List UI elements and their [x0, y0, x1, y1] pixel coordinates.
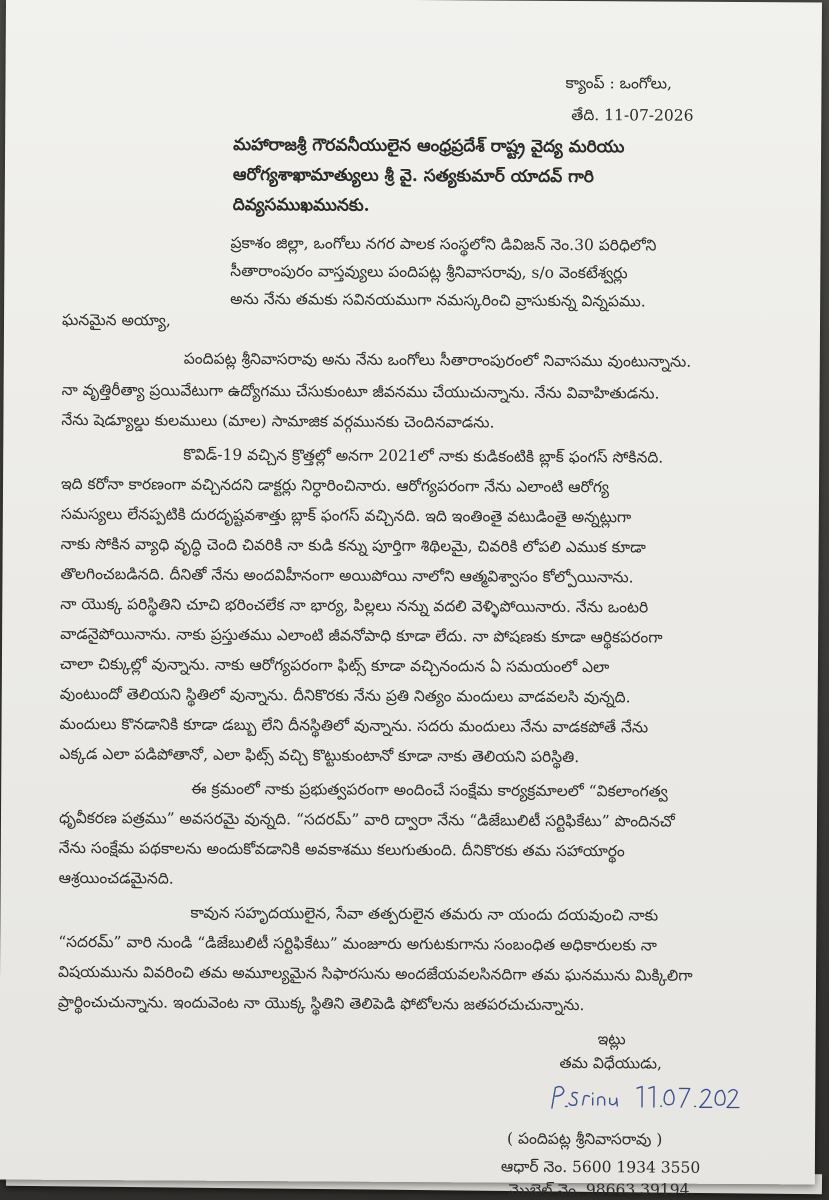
subject-line: అను నేను తమకు సవినయముగా నమస్కరించి వ్రాసుకున్న విన్నపము. — [230, 289, 646, 311]
paragraph-3-line: ధృవీకరణ పత్రము” అవసరమై వున్నది. “సదరమ్” వారి ద్వారా నేను “డిజేబులిటీ సర్టిఫికేటు” పొందినచో — [58, 808, 675, 831]
paragraph-2-line: నాకు సోకిన వ్యాధి వృద్ధి చెంది చివరికి నా కుడి కన్ను పూర్తిగా శిథిలమై, చివరికి లోపలి ఎముక కూడా — [60, 534, 646, 557]
paragraph-2-line: సమస్యలు లేనప్పటికి దురదృష్టవశాత్తు బ్లాక్ ఫంగస్ వచ్చినది. ఇది ఇంతింతై వటుడింతై అన్నట్లుగా — [60, 504, 632, 527]
paragraph-2-line: చాలా చిక్కుల్లో వున్నాను. నాకు ఆరోగ్యపరంగా ఫిట్స్ కూడా వచ్చినందున ఏ సమయంలో ఎలా — [59, 654, 610, 677]
subject-line: సీతారాంపురం వాస్తవ్యులు పందిపట్ల శ్రీనివాసరావు, s/o వెంకటేశ్వర్లు — [230, 261, 628, 283]
paragraph-2-line: వాడనైపోయినాను. నాకు ప్రస్తుతము ఎలాంటి జీవనోపాధి కూడా లేదు. నా పోషణకు కూడా ఆర్థికపరంగా — [60, 624, 663, 647]
paragraph-2-line: నా యొక్క పరిస్థితిని చూచి భరించలేక నా భార్య, పిల్లలు నన్ను వదలి వెళ్ళిపోయినారు. నేను ఒంటరి — [60, 594, 649, 617]
paragraph-2-line: ఎక్కడ ఎలా పడిపోతానో, ఎలా ఫిట్స్ వచ్చి కొట్టుకుంటానో కూడా నాకు తెలియని పరిస్థితి. — [59, 744, 580, 767]
paragraph-3-line: నేను సంక్షేమ పథకాలను అందుకోవడానికి అవకాశము కలుగుతుంది. దీనికొరకు తమ సహాయార్థం — [58, 838, 625, 861]
letter-date: తేది. 11-07-2026 — [571, 105, 694, 125]
paragraph-2-line: వుంటుందో తెలియని స్థితిలో వున్నాను. దీనికొరకు నేను ప్రతి నిత్యం మందులు వాడవలసి వున్నది. — [59, 684, 631, 707]
paragraph-3-line: ఆశ్రయించడమైనది. — [58, 868, 174, 888]
salutation: ఘనమైన అయ్యా, — [61, 310, 171, 330]
addressee-line-1: మహారాజశ్రీ గౌరవనీయులైన ఆంధ్రప్రదేశ్ రాష్ట్ర వైద్య మరియు — [233, 134, 625, 158]
letter-place: క్యాంప్ : ఒంగోలు, — [565, 73, 672, 93]
signatory-name: ( పందిపట్ల శ్రీనివాసరావు ) — [506, 1129, 663, 1149]
paragraph-2-line: తొలగించబడినది. దీనితో నేను అందవిహీనంగా అయిపోయి నాలోని ఆత్మవిశ్వాసం కోల్పోయినాను. — [60, 564, 634, 587]
paragraph-4-line: ప్రార్థించుచున్నాను. ఇందువెంట నా యొక్క స్థితిని తెలిపెడి ఫోటోలను జతపరచుచున్నాను. — [57, 992, 585, 1015]
paragraph-1-line: నా వృత్తిరీత్యా ప్రయివేటుగా ఉద్యోగము చేసుకుంటూ జీవనము చేయుచున్నాను. నేను వివాహితుడను. — [61, 380, 660, 403]
paragraph-2-line: కొవిడ్-19 వచ్చిన క్రొత్తల్లో అనగా 2021లో నాకు కుడికంటికి బ్లాక్ ఫంగస్ సోకినది. — [183, 445, 664, 467]
paragraph-1-line: పందిపట్ల శ్రీనివాసరావు అను నేను ఒంగోలు సీతారాంపురంలో నివాసము వుంటున్నాను. — [183, 349, 692, 371]
paragraph-4-line: “సదరమ్” వారి నుండి “డిజేబులిటీ సర్టిఫికేటు” మంజూరు అగుటకుగాను సంబంధిత అధికారులకు నా — [58, 932, 657, 955]
subject-line: ప్రకాశం జిల్లా, ఒంగోలు నగర పాలక సంస్థలోని డివిజన్ నెం.30 పరిధిలోని — [230, 233, 657, 255]
mobile-number: మొబైల్ నెం. 98663 39194. — [508, 1181, 695, 1199]
paragraph-2-line: ఇది కరోనా కారణంగా వచ్చినదని డాక్టర్లు నిర్ధారించినారు. ఆరోగ్యపరంగా నేను ఎలాంటి ఆరోగ్య — [60, 474, 610, 497]
addressee-line-2: ఆరోగ్యశాఖామాత్యులు శ్రీ వై. సత్యకుమార్ యాదవ్ గారి — [232, 164, 594, 188]
paragraph-2-line: మందులు కొనడానికి కూడా డబ్బు లేని దీనస్థితిలో వున్నాను. సదరు మందులు నేను వాడకపోతే నేను — [59, 714, 649, 737]
paragraph-3-line: ఈ క్రమంలో నాకు ప్రభుత్వపరంగా అందించే సంక్షేమ కార్యక్రమాలలో “వికలాంగత్వ — [191, 779, 668, 801]
aadhar-number: ఆధార్ నెం. 5600 1934 3550 — [500, 1157, 701, 1177]
paragraph-1-line: నేను షెడ్యూల్డు కులములు (మాల) సామాజిక వర్గమునకు చెందినవాడను. — [61, 410, 495, 432]
paragraph-4-line: విషయమును వివరించి తమ అమూల్యమైన సిఫారసును అందజేయవలసినదిగా తమ ఘనమును మిక్కిలిగా — [58, 962, 693, 985]
handwritten-signature — [531, 1081, 761, 1116]
paragraph-4-line: కావున సహృదయులైన, సేవా తత్పరులైన తమరు నా యందు దయవుంచి నాకు — [190, 903, 659, 925]
closing-itlu: ఇట్లు — [597, 1030, 626, 1049]
closing-vidheyudu: తమ విధేయుడు, — [559, 1053, 662, 1073]
addressee-line-3: దివ్యసముఖమునకు. — [232, 194, 370, 216]
